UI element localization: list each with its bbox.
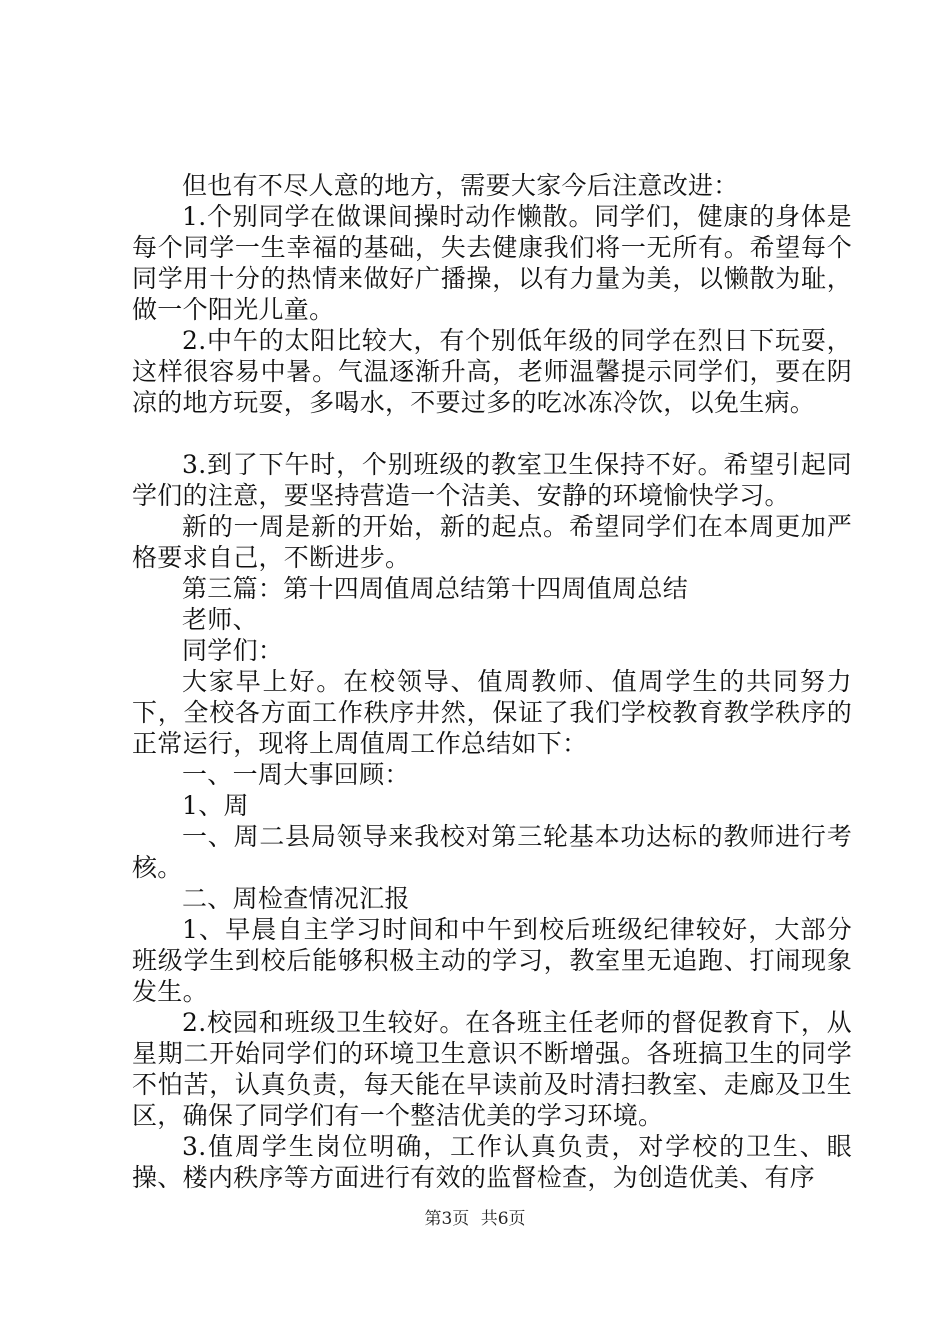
page-total: 共6页 bbox=[480, 1209, 526, 1229]
paragraph-report-discipline: 1、早晨自主学习时间和中午到校后班级纪律较好，大部分班级学生到校后能够积极主动的学习，教室里无追跑、打闹现象发生。 bbox=[132, 915, 852, 1006]
paragraph-gap bbox=[132, 418, 852, 449]
list-item-week-1: 1、周 bbox=[182, 791, 249, 820]
page-footer bbox=[0, 1208, 950, 1230]
paragraph-inspection-event: 一、周二县局领导来我校对第三轮基本功达标的教师进行考核。 bbox=[132, 822, 852, 882]
paragraph-new-week: 新的一周是新的开始，新的起点。希望同学们在本周更加严格要求自己，不断进步。 bbox=[132, 512, 852, 572]
paragraph-report-hygiene: 2.校园和班级卫生较好。在各班主任老师的督促教育下，从星期二开始同学们的环境卫生意识不断增强。各班搞卫生的同学不怕苦，认真负责，每天能在早读前及时清扫教室、走廊及卫生区，确保了同学们有一个整洁优美的学习环境。 bbox=[132, 1008, 852, 1130]
heading-inspection-report: 二、周检查情况汇报 bbox=[182, 884, 410, 913]
paragraph-report-duty-students: 3.值周学生岗位明确，工作认真负责，对学校的卫生、眼操、楼内秩序等方面进行有效的监督检查，为创造优美、有序 bbox=[132, 1132, 852, 1192]
paragraph-item-exercise: 1.个别同学在做课间操时动作懒散。同学们，健康的身体是每个同学一生幸福的基础，失去健康我们将一无所有。希望每个同学用十分的热情来做好广播操，以有力量为美，以懒散为耻，做一个阳光儿童。 bbox=[132, 202, 852, 324]
salutation-students: 同学们： bbox=[182, 636, 284, 665]
document-body bbox=[132, 170, 852, 1193]
salutation-teachers: 老师、 bbox=[182, 605, 258, 634]
heading-week-review: 一、一周大事回顾： bbox=[182, 760, 410, 789]
paragraph-item-classroom-hygiene: 3.到了下午时，个别班级的教室卫生保持不好。希望引起同学们的注意，要坚持营造一个洁美、安静的环境愉快学习。 bbox=[132, 450, 852, 510]
paragraph-greeting: 大家早上好。在校领导、值周教师、值周学生的共同努力下，全校各方面工作秩序井然，保证了我们学校教育教学秩序的正常运行，现将上周值周工作总结如下： bbox=[132, 667, 852, 758]
paragraph-item-noon-sun: 2.中午的太阳比较大，有个别低年级的同学在烈日下玩耍，这样很容易中暑。气温逐渐升高，老师温馨提示同学们，要在阴凉的地方玩耍，多喝水，不要过多的吃冰冻冷饮，以免生病。 bbox=[132, 326, 852, 417]
paragraph-intro-shortcomings: 但也有不尽人意的地方，需要大家今后注意改进： bbox=[182, 171, 739, 200]
section-heading-part-three: 第三篇：第十四周值周总结第十四周值周总结 bbox=[182, 574, 689, 603]
page-number: 第3页 bbox=[424, 1209, 470, 1229]
